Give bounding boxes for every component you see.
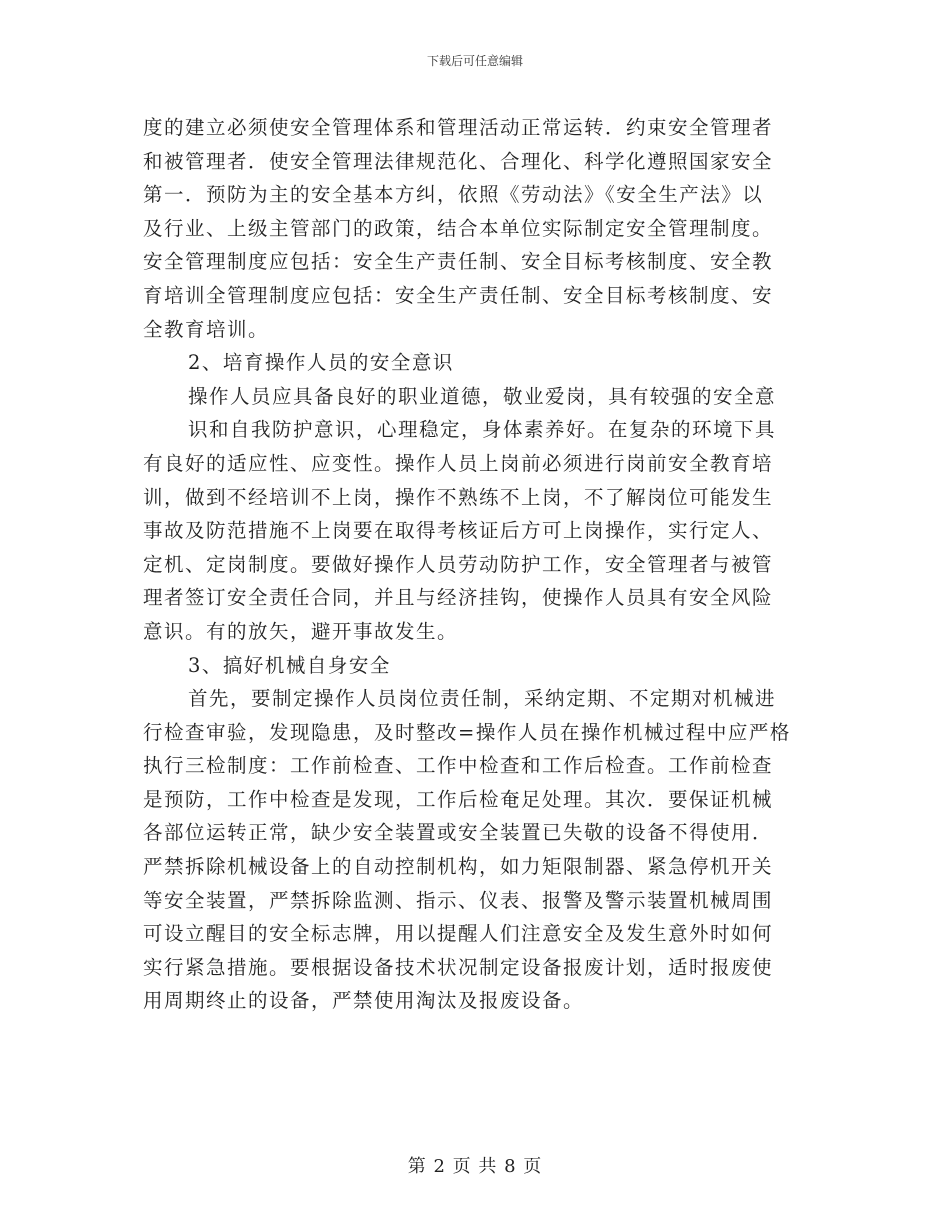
text-line: 及行业、上级主管部门的政策，结合本单位实际制定安全管理制度。 [143,216,774,240]
text-line: 各部位运转正常，缺少安全装置或安全装置已失敬的设备不得使用． [143,821,774,845]
text-line: 育培训全管理制度应包括：安全生产责任制、安全目标考核制度、安 [143,283,774,307]
text-line: 实行紧急措施。要根据设备技术状况制定设备报废计划，适时报废使 [143,955,774,979]
text-line: 事故及防范措施不上岗要在取得考核证后方可上岗操作，实行定人、 [143,519,774,543]
text-line: 安全管理制度应包括：安全生产责任制、安全目标考核制度、安全教 [143,250,774,274]
text-line: 执行三检制度：工作前检查、工作中检查和工作后检查。工作前检查 [143,754,774,778]
text-line: 识和自我防护意识，心理稳定，身体素养好。在复杂的环境下具 [188,418,777,442]
page-header: 下载后可任意编辑 [426,54,523,68]
text-line: 定机、定岗制度。要做好操作人员劳动防护工作，安全管理者与被管 [143,552,774,576]
text-line: 用周期终止的设备，严禁使用淘汰及报废设备。 [143,989,585,1013]
text-line: 操作人员应具备良好的职业道德，敬业爱岗，具有较强的安全意 [188,384,777,408]
text-line: 和被管理者．使安全管理法律规范化、合理化、科学化遵照国家安全 [143,149,774,173]
section-heading: 2、培育操作人员的安全意识 [188,351,454,375]
text-line: 度的建立必须使安全管理体系和管理活动正常运转．约束安全管理者 [143,116,774,139]
text-line: 第一．预防为主的安全基本方纠，依照《劳动法》《安全生产法》以 [143,183,764,207]
text-line: 全教育培训。 [143,317,270,341]
text-line: 可设立醒目的安全标志牌，用以提醒人们注意安全及发生意外时如何 [143,922,774,946]
text-line: 行检查审验，发现隐患，及时整改=操作人员在操作机械过程中应严格 [143,720,791,744]
page-footer: 第 2 页 共 8 页 [407,1156,543,1177]
text-line: 是预防，工作中检查是发现，工作后检奄足处理。其次．要保证机械 [143,787,774,811]
text-line: 严禁拆除机械设备上的自动控制机构，如力矩限制器、紧急停机开关 [143,855,774,879]
body-text [143,111,803,1018]
text-line: 理者签订安全责任合同，并且与经济挂钩，使操作人员具有安全风险 [143,586,774,610]
text-line: 有良好的适应性、应变性。操作人员上岗前必须进行岗前安全教育培 [143,451,774,475]
text-line: 意识。有的放矢，避开事故发生。 [143,619,459,643]
text-line: 等安全装置，严禁拆除监测、指示、仪表、报警及警示装置机械周围 [143,888,774,912]
text-line: 首先，要制定操作人员岗位责任制，采纳定期、不定期对机械进 [188,687,777,711]
section-heading: 3、搞好机械自身安全 [188,653,391,677]
text-line: 训，做到不经培训不上岗，操作不熟练不上岗，不了解岗位可能发生 [143,485,774,509]
